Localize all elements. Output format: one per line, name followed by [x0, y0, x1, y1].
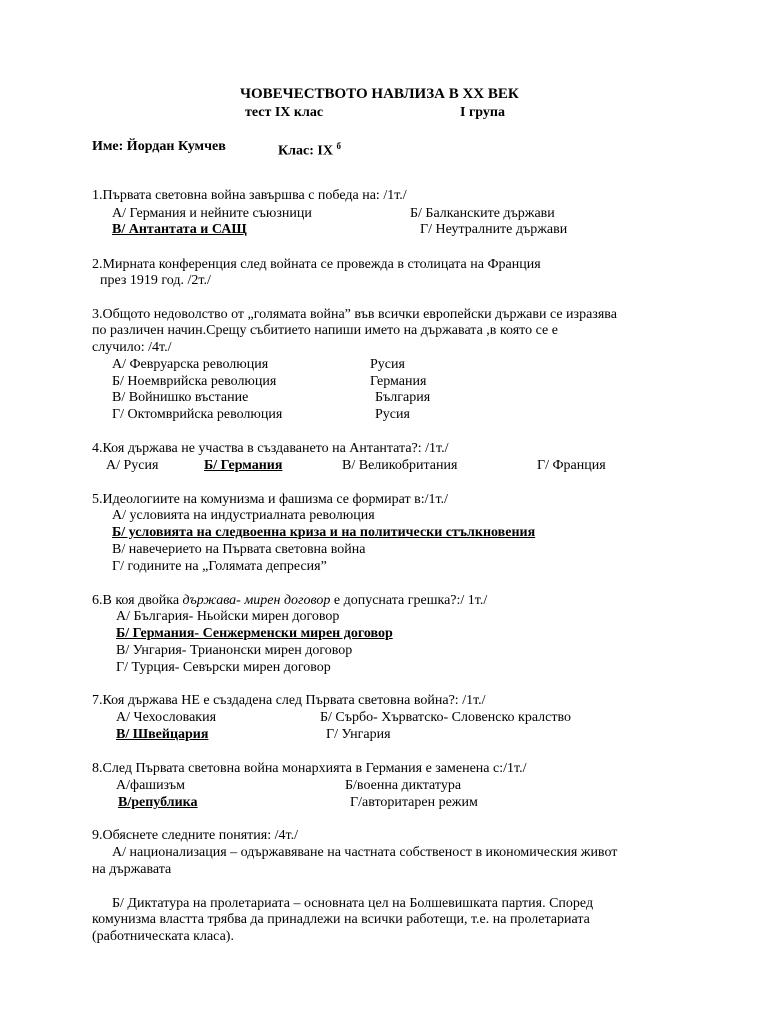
q7-option-a: А/ Чехословакия: [116, 710, 217, 725]
question-2-line-1: 2.Мирната конференция след войната се провежда в столицата на Франция: [92, 257, 541, 272]
q1-option-a: А/ Германия и нейните съюзници: [112, 206, 312, 221]
question-7: 7.Коя държава НЕ е създадена след Първата световна война?: /1т./: [92, 693, 486, 708]
q9-answer-a-line-1: А/ национализация – одържавяване на частната собственост в икономическия живот: [112, 845, 618, 860]
q5-option-g: Г/ годините на „Голямата депресия”: [112, 559, 327, 574]
question-4: 4.Коя държава не участва в създаването на Антантата?: /1т./: [92, 441, 449, 456]
question-9: 9.Обяснете следните понятия: /4т./: [92, 828, 298, 843]
class-label: Клас: ІХ: [278, 143, 333, 159]
question-3-line-3: случило: /4т./: [92, 340, 172, 355]
q6-suffix: е допусната грешка?:/ 1т./: [330, 593, 488, 608]
q8-option-g: Г/авторитарен режим: [350, 795, 478, 810]
student-class: [278, 138, 341, 160]
q3-answer-a: Русия: [370, 357, 405, 372]
q7-option-b: Б/ Сърбо- Хърватско- Словенско кралство: [320, 710, 572, 725]
q4-option-v: В/ Великобритания: [342, 458, 458, 473]
q6-option-v: В/ Унгария- Трианонски мирен договор: [116, 643, 353, 658]
q9-answer-b-line-2: комунизма властта трябва да принадлежи на всички работещи, т.е. на пролетариата: [92, 912, 590, 927]
q9-answer-a-line-2: на държавата: [92, 862, 172, 877]
question-1: 1.Първата световна война завършва с победа на: /1т./: [92, 188, 407, 203]
q3-answer-g: Русия: [375, 407, 410, 422]
q4-option-g: Г/ Франция: [537, 458, 606, 473]
q6-prefix: 6.В коя двойка: [92, 593, 183, 608]
student-name: Име: Йордан Кумчев: [92, 139, 226, 154]
test-group: І група: [460, 105, 505, 120]
q1-option-g: Г/ Неутралните държави: [420, 222, 568, 237]
q4-option-b-answer: Б/ Германия: [204, 458, 283, 473]
question-3-line-2: по различен начин.Срещу събитието напиши името на държавата ,в която се е: [92, 323, 558, 338]
q8-option-b: Б/военна диктатура: [345, 778, 462, 793]
q1-option-b: Б/ Балканските държави: [410, 206, 555, 221]
q9-answer-b-line-1: Б/ Диктатура на пролетариата – основната цел на Болшевишката партия. Според: [112, 896, 594, 911]
q4-option-a: А/ Русия: [106, 458, 159, 473]
q8-option-a: А/фашизъм: [116, 778, 185, 793]
q3-option-b: Б/ Ноемврийска революция: [112, 374, 277, 389]
q7-option-g: Г/ Унгария: [326, 727, 391, 742]
page-title: ЧОВЕЧЕСТВОТО НАВЛИЗА В ХХ ВЕК: [240, 86, 519, 102]
question-3-line-1: 3.Общото недоволство от „голямата война” във всички европейски държави се изразява: [92, 307, 617, 322]
q5-option-a: А/ условията на индустриалната революция: [112, 508, 375, 523]
question-2-line-2: през 1919 год. /2т./: [100, 273, 211, 288]
question-5: 5.Идеологиите на комунизма и фашизма се формират в:/1т./: [92, 492, 448, 507]
q6-option-b-answer: Б/ Германия- Сенжермeнски мирен договор: [116, 626, 393, 641]
test-subtitle: тест ІХ клас: [245, 105, 324, 120]
q1-option-v-answer: В/ Антантата и САЩ: [112, 222, 247, 237]
q3-option-g: Г/ Октомврийска революция: [112, 407, 283, 422]
q6-option-a: А/ България- Ньойски мирен договор: [116, 609, 340, 624]
q7-option-v-answer: В/ Швейцария: [116, 727, 209, 742]
q3-option-v: В/ Войнишко въстание: [112, 390, 249, 405]
q6-option-g: Г/ Турция- Севърски мирен договор: [116, 660, 331, 675]
q3-answer-v: България: [375, 390, 431, 405]
q9-answer-b-line-3: (работническата класа).: [92, 929, 234, 944]
question-8: 8.След Първата световна война монархията в Германия е заменена с:/1т./: [92, 761, 527, 776]
question-6: [92, 592, 487, 609]
q3-answer-b: Германия: [370, 374, 427, 389]
q8-option-v-answer: В/република: [118, 795, 198, 810]
class-superscript: б: [336, 141, 341, 151]
q5-option-b-answer: Б/ условията на следвоенна криза и на политически стълкновения: [112, 525, 536, 540]
q6-italic-phrase: държава- мирен договор: [182, 593, 331, 608]
q5-option-v: В/ навечерието на Първата световна война: [112, 542, 366, 557]
q3-option-a: А/ Февруарска революция: [112, 357, 269, 372]
